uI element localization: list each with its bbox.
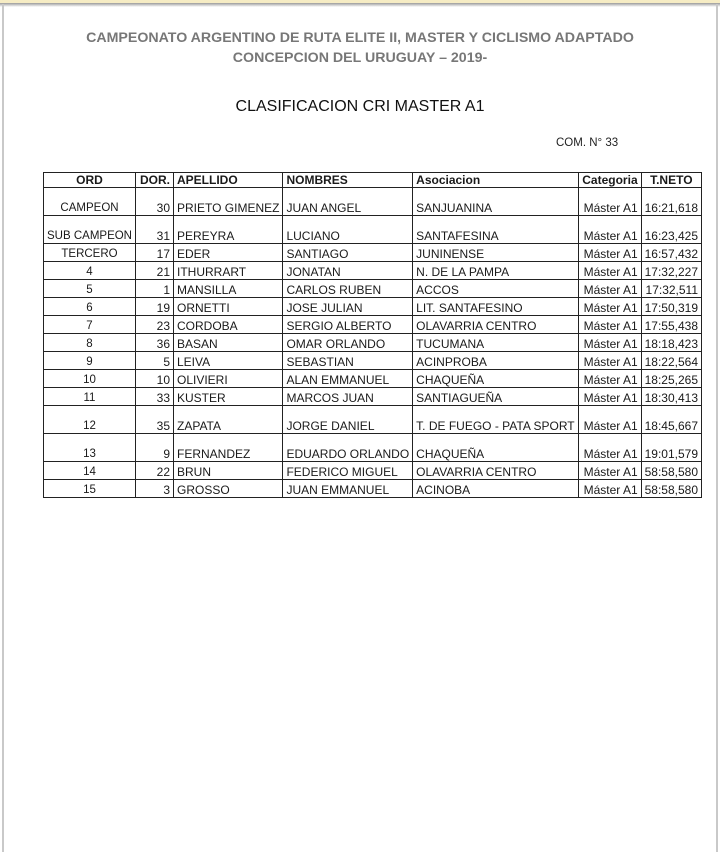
- cell-ord: 5: [44, 280, 136, 298]
- cell-categoria: Máster A1: [578, 462, 641, 480]
- cell-categoria: Máster A1: [578, 434, 641, 462]
- cell-apellido: EDER: [174, 244, 283, 262]
- cell-asociacion: SANTAFESINA: [413, 216, 578, 244]
- cell-dorsal: 5: [136, 352, 174, 370]
- cell-ord: 4: [44, 262, 136, 280]
- cell-nombres: JONATAN: [283, 262, 413, 280]
- cell-asociacion: OLAVARRIA CENTRO: [413, 462, 578, 480]
- cell-categoria: Máster A1: [578, 388, 641, 406]
- table-row: [44, 280, 702, 298]
- cell-tneto: 19:01,579: [641, 434, 701, 462]
- cell-dorsal: 23: [136, 316, 174, 334]
- cell-apellido: PRIETO GIMENEZ: [174, 188, 283, 216]
- cell-categoria: Máster A1: [578, 298, 641, 316]
- cell-tneto: 18:45,667: [641, 406, 701, 434]
- cell-tneto: 16:57,432: [641, 244, 701, 262]
- header-tneto: T.NETO: [641, 173, 701, 188]
- cell-nombres: JUAN EMMANUEL: [283, 480, 413, 498]
- table-row: [44, 316, 702, 334]
- cell-categoria: Máster A1: [578, 334, 641, 352]
- cell-nombres: SANTIAGO: [283, 244, 413, 262]
- cell-dorsal: 21: [136, 262, 174, 280]
- cell-tneto: 17:32,511: [641, 280, 701, 298]
- cell-asociacion: ACCOS: [413, 280, 578, 298]
- cell-apellido: ORNETTI: [174, 298, 283, 316]
- cell-apellido: PEREYRA: [174, 216, 283, 244]
- cell-ord: 11: [44, 388, 136, 406]
- cell-nombres: EDUARDO ORLANDO: [283, 434, 413, 462]
- cell-tneto: 18:18,423: [641, 334, 701, 352]
- cell-categoria: Máster A1: [578, 188, 641, 216]
- cell-asociacion: ACINOBA: [413, 480, 578, 498]
- cell-categoria: Máster A1: [578, 244, 641, 262]
- cell-dorsal: 17: [136, 244, 174, 262]
- table-row: [44, 262, 702, 280]
- cell-apellido: FERNANDEZ: [174, 434, 283, 462]
- cell-tneto: 17:55,438: [641, 316, 701, 334]
- cell-apellido: CORDOBA: [174, 316, 283, 334]
- table-row: [44, 334, 702, 352]
- cell-dorsal: 30: [136, 188, 174, 216]
- cell-dorsal: 1: [136, 280, 174, 298]
- cell-categoria: Máster A1: [578, 262, 641, 280]
- cell-categoria: Máster A1: [578, 352, 641, 370]
- cell-tneto: 16:21,618: [641, 188, 701, 216]
- cell-apellido: OLIVIERI: [174, 370, 283, 388]
- document-title-line-1: CAMPEONATO ARGENTINO DE RUTA ELITE II, MASTER Y CICLISMO ADAPTADO: [86, 30, 634, 46]
- cell-ord: 12: [44, 406, 136, 434]
- document-title-line-2: CONCEPCION DEL URUGUAY – 2019-: [232, 50, 488, 66]
- cell-categoria: Máster A1: [578, 370, 641, 388]
- header-asociacion: Asociacion: [413, 173, 578, 188]
- cell-dorsal: 9: [136, 434, 174, 462]
- cell-nombres: SEBASTIAN: [283, 352, 413, 370]
- cell-asociacion: N. DE LA PAMPA: [413, 262, 578, 280]
- cell-categoria: Máster A1: [578, 406, 641, 434]
- table-row: [44, 244, 702, 262]
- cell-asociacion: LIT. SANTAFESINO: [413, 298, 578, 316]
- cell-nombres: JOSE JULIAN: [283, 298, 413, 316]
- cell-ord: 14: [44, 462, 136, 480]
- table-row: [44, 388, 702, 406]
- page-edge-right: [716, 4, 718, 852]
- cell-dorsal: 31: [136, 216, 174, 244]
- cell-apellido: BRUN: [174, 462, 283, 480]
- header-nombres: NOMBRES: [283, 173, 413, 188]
- cell-nombres: JUAN ANGEL: [283, 188, 413, 216]
- cell-ord: 8: [44, 334, 136, 352]
- cell-asociacion: TUCUMANA: [413, 334, 578, 352]
- table-row: [44, 406, 702, 434]
- header-dor: DOR.: [136, 173, 174, 188]
- table-row: [44, 352, 702, 370]
- cell-apellido: GROSSO: [174, 480, 283, 498]
- cell-apellido: LEIVA: [174, 352, 283, 370]
- cell-tneto: 18:22,564: [641, 352, 701, 370]
- cell-categoria: Máster A1: [578, 216, 641, 244]
- cell-apellido: KUSTER: [174, 388, 283, 406]
- cell-nombres: CARLOS RUBEN: [283, 280, 413, 298]
- cell-dorsal: 10: [136, 370, 174, 388]
- cell-ord: CAMPEON: [44, 188, 136, 216]
- cell-asociacion: CHAQUEÑA: [413, 434, 578, 462]
- cell-apellido: ZAPATA: [174, 406, 283, 434]
- cell-categoria: Máster A1: [578, 316, 641, 334]
- cell-ord: 6: [44, 298, 136, 316]
- cell-nombres: SERGIO ALBERTO: [283, 316, 413, 334]
- viewer-top-shadow: [0, 3, 720, 7]
- cell-tneto: 18:30,413: [641, 388, 701, 406]
- cell-ord: 7: [44, 316, 136, 334]
- table-row: [44, 462, 702, 480]
- cell-dorsal: 22: [136, 462, 174, 480]
- header-ord: ORD: [44, 173, 136, 188]
- cell-nombres: OMAR ORLANDO: [283, 334, 413, 352]
- classification-subtitle: CLASIFICACION CRI MASTER A1: [235, 98, 485, 115]
- cell-asociacion: T. DE FUEGO - PATA SPORT: [413, 406, 578, 434]
- table-row: [44, 188, 702, 216]
- cell-nombres: LUCIANO: [283, 216, 413, 244]
- table-row: [44, 370, 702, 388]
- table-header-row: [44, 173, 702, 188]
- header-categoria: Categoria: [578, 173, 641, 188]
- cell-asociacion: CHAQUEÑA: [413, 370, 578, 388]
- cell-dorsal: 19: [136, 298, 174, 316]
- cell-dorsal: 35: [136, 406, 174, 434]
- cell-nombres: ALAN EMMANUEL: [283, 370, 413, 388]
- cell-tneto: 18:25,265: [641, 370, 701, 388]
- cell-categoria: Máster A1: [578, 480, 641, 498]
- cell-ord: SUB CAMPEON: [44, 216, 136, 244]
- cell-tneto: 17:32,227: [641, 262, 701, 280]
- cell-tneto: 16:23,425: [641, 216, 701, 244]
- cell-tneto: 17:50,319: [641, 298, 701, 316]
- cell-dorsal: 33: [136, 388, 174, 406]
- cell-tneto: 58:58,580: [641, 480, 701, 498]
- table-row: [44, 480, 702, 498]
- cell-asociacion: SANTIAGUEÑA: [413, 388, 578, 406]
- cell-ord: TERCERO: [44, 244, 136, 262]
- cell-categoria: Máster A1: [578, 280, 641, 298]
- cell-nombres: FEDERICO MIGUEL: [283, 462, 413, 480]
- cell-nombres: MARCOS JUAN: [283, 388, 413, 406]
- cell-ord: 9: [44, 352, 136, 370]
- cell-dorsal: 36: [136, 334, 174, 352]
- cell-asociacion: JUNINENSE: [413, 244, 578, 262]
- table-row: [44, 298, 702, 316]
- cell-dorsal: 3: [136, 480, 174, 498]
- results-table: [43, 172, 702, 498]
- cell-ord: 13: [44, 434, 136, 462]
- cell-ord: 15: [44, 480, 136, 498]
- cell-asociacion: SANJUANINA: [413, 188, 578, 216]
- cell-nombres: JORGE DANIEL: [283, 406, 413, 434]
- cell-ord: 10: [44, 370, 136, 388]
- cell-apellido: ITHURRART: [174, 262, 283, 280]
- cell-apellido: MANSILLA: [174, 280, 283, 298]
- cell-asociacion: ACINPROBA: [413, 352, 578, 370]
- header-apellido: APELLIDO: [174, 173, 283, 188]
- cell-apellido: BASAN: [174, 334, 283, 352]
- table-row: [44, 216, 702, 244]
- cell-asociacion: OLAVARRIA CENTRO: [413, 316, 578, 334]
- cell-tneto: 58:58,580: [641, 462, 701, 480]
- page-edge-left: [2, 4, 4, 852]
- table-row: [44, 434, 702, 462]
- communique-number: COM. N° 33: [556, 137, 619, 149]
